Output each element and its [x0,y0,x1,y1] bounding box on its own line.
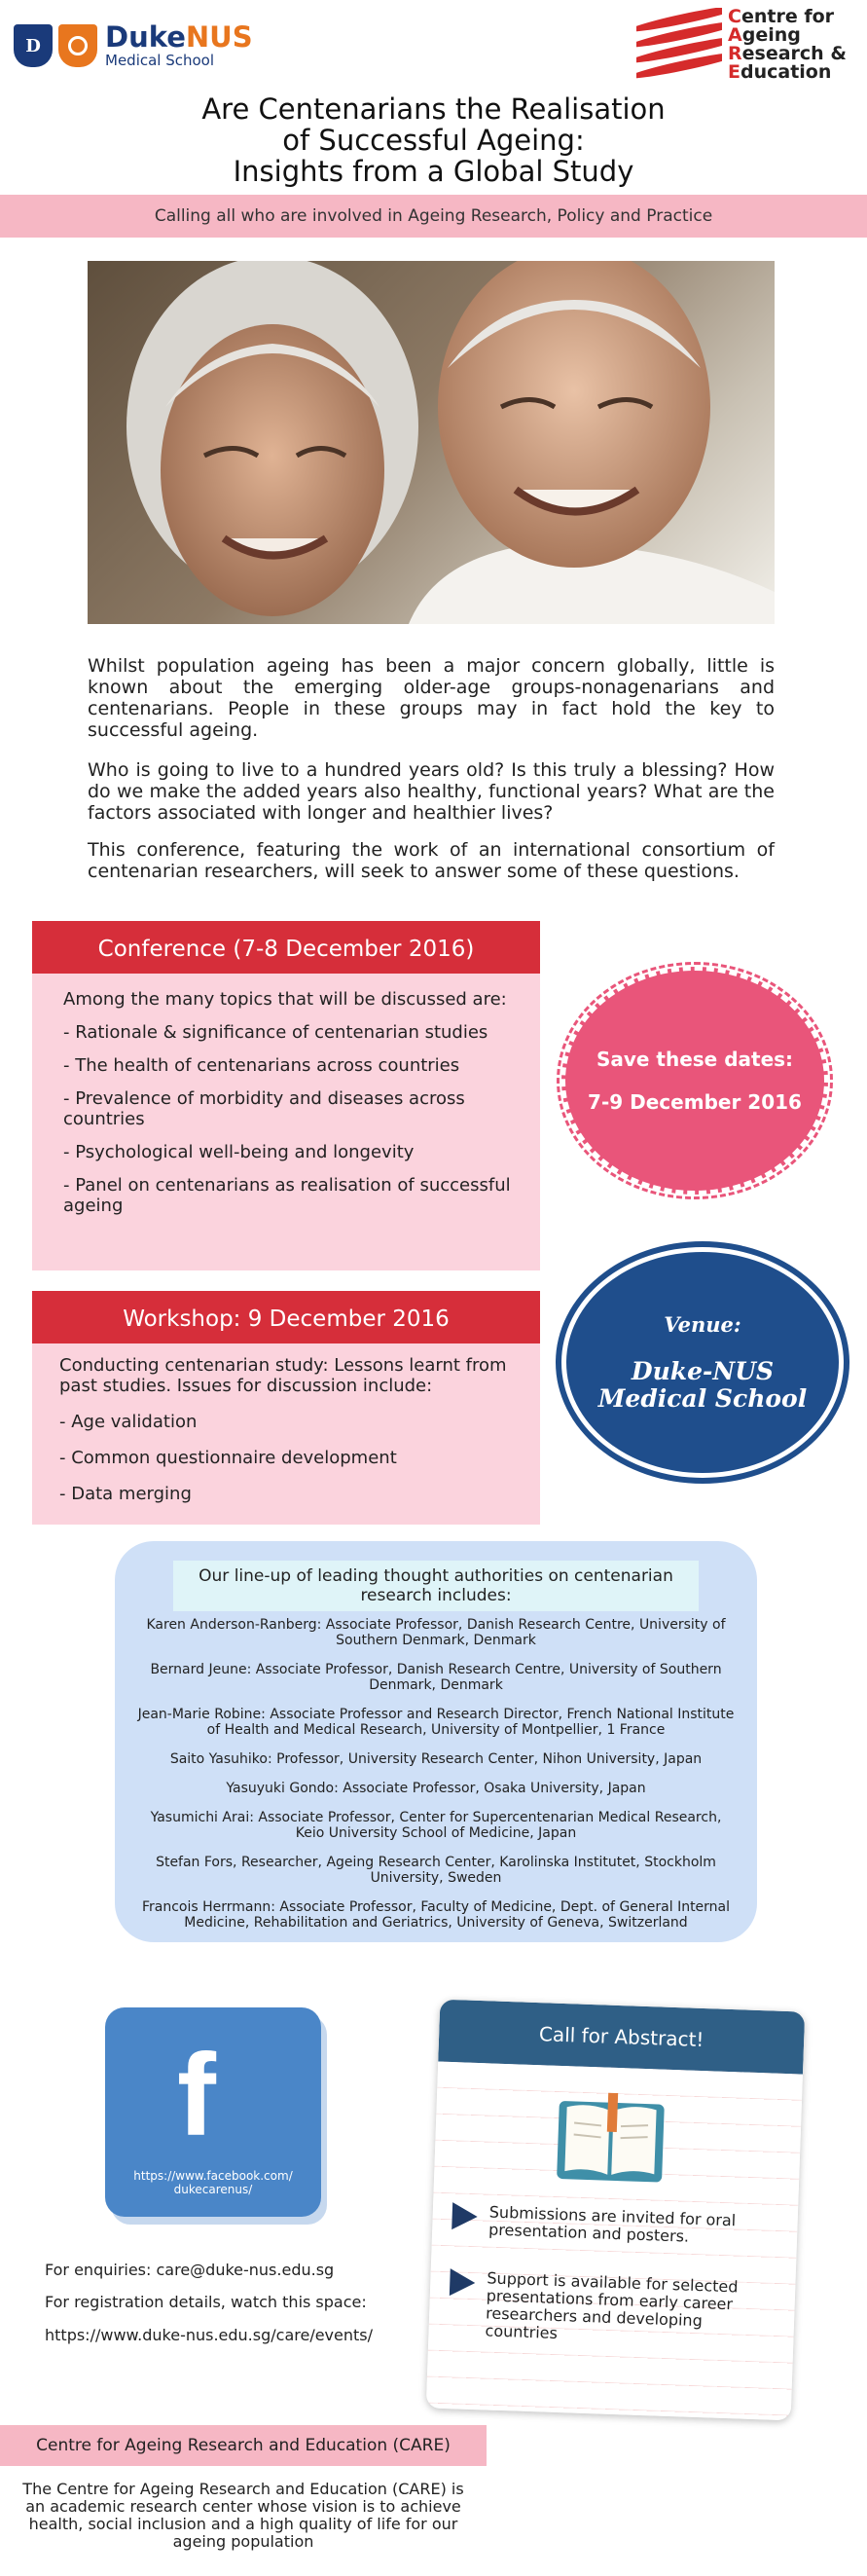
topic-item: - The health of centenarians across countries [63,1055,460,1076]
venue-name-line1: Duke-NUS [631,1357,775,1385]
topic-item: - Panel on centenarians as realisation of successful ageing [63,1175,511,1216]
speaker-item: Bernard Jeune: Associate Professor, Danish Research Centre, University of Southern Denmark, Denmark [150,1662,722,1693]
intro-paragraph-1: Whilst population ageing has been a major concern globally, little is known about the emerging older-age groups-nonagenarians and centenarians. People in these groups may in fact hold the key to successful ageing. [88,655,775,741]
speaker-lineup-panel [115,1541,757,1942]
topic-item: - Prevalence of morbidity and diseases across countries [63,1088,465,1129]
arrow-right-icon [452,2202,478,2230]
workshop-item: - Data merging [59,1484,192,1504]
workshop-issues-box [32,1343,540,1525]
elderly-couple-photo [88,261,775,624]
save-dates-badge [561,967,828,1195]
duke-nus-wordmark: DukeNUS Medical School [105,20,253,69]
calling-banner: Calling all who are involved in Ageing Research, Policy and Practice [0,195,867,238]
topic-item: - Rationale & significance of centenarian studies [63,1022,488,1043]
workshop-item: - Age validation [59,1412,198,1432]
speaker-item: Yasuyuki Gondo: Associate Professor, Osaka University, Japan [226,1781,646,1796]
duke-shield-icon: D [14,24,53,67]
enquiries-email[interactable]: For enquiries: care@duke-nus.edu.sg [45,2261,335,2279]
events-link[interactable]: https://www.duke-nus.edu.sg/care/events/ [45,2326,374,2344]
speaker-item: Francois Herrmann: Associate Professor, Faculty of Medicine, Dept. of General Internal Medicine, Rehabilitation and Geriatrics, University of Geneva, Switzerland [141,1899,731,1931]
speaker-item: Karen Anderson-Ranberg: Associate Professor, Danish Research Centre, University of Southern Denmark, Denmark [146,1617,726,1648]
registration-note: For registration details, watch this space: [45,2293,367,2311]
care-swoosh-icon [636,8,722,82]
conference-heading: Conference (7-8 December 2016) [32,921,540,977]
facebook-link-tile[interactable] [105,2007,321,2217]
conference-intro: Among the many topics that will be discussed are: [63,989,507,1010]
abstract-item: Submissions are invited for oral presentation and posters. [452,2202,774,2248]
page-title: Are Centenarians the Realisation of Successful Ageing: Insights from a Global Study [201,92,666,188]
venue-name-line2: Medical School [597,1384,808,1413]
venue-badge [561,1247,844,1478]
speaker-list [115,1617,757,1931]
facebook-icon: f [177,2030,216,2160]
arrow-right-icon [450,2268,476,2297]
duke-nus-logo [14,18,257,74]
speaker-item: Jean-Marie Robine: Associate Professor and Research Director, French National Institute of Health and Medical Research, University of Montpellier, 1 France [137,1707,735,1738]
care-wordmark: Centre for Ageing Research & Education [728,6,847,83]
speaker-item: Stefan Fors, Researcher, Ageing Research Center, Karolinska Institutet, Stockholm University, Sweden [156,1855,716,1886]
intro-paragraph-3: This conference, featuring the work of an international consortium of centenarian researchers, will seek to answer some of these questions. [88,839,775,882]
abstract-heading: Call for Abstract! [438,2000,805,2075]
workshop-intro: Conducting centenarian study: Lessons learnt from past studies. Issues for discussion include: [59,1355,507,1396]
care-logo [636,8,860,86]
venue-label: Venue: [664,1312,741,1337]
call-for-abstract-card [426,2000,805,2421]
speaker-item: Yasumichi Arai: Associate Professor, Center for Supercentenarian Medical Research, Keio University School of Medicine, Japan [150,1810,722,1841]
lineup-heading: Our line-up of leading thought authorities on centenarian research includes: [173,1561,699,1611]
conference-topics-box [32,974,540,1270]
speaker-item: Saito Yasuhiko: Professor, University Research Center, Nihon University, Japan [169,1751,703,1767]
workshop-heading: Workshop: 9 December 2016 [32,1291,540,1347]
nus-shield-icon [58,24,97,67]
workshop-item: - Common questionnaire development [59,1448,397,1468]
save-dates-range: 7-9 December 2016 [588,1090,802,1114]
intro-paragraph-2: Who is going to live to a hundred years old? Is this truly a blessing? How do we make the added years also healthy, functional years? What are the factors associated with longer and healthier lives? [88,759,775,824]
elderly-couple-illustration [88,261,775,624]
open-book-icon [551,2091,670,2189]
abstract-item: Support is available for selected presentations from early career researchers and developing countries [448,2268,771,2349]
care-description: The Centre for Ageing Research and Education (CARE) is an academic research center whose vision is to achieve health, social inclusion and a high quality of life for our ageing population [22,2480,464,2551]
duke-nus-subtitle: Medical School [105,52,215,69]
topic-item: - Psychological well-being and longevity [63,1142,415,1162]
save-dates-label: Save these dates: [596,1048,794,1071]
facebook-url[interactable]: https://www.facebook.com/ dukecarenus/ [133,2169,293,2196]
care-banner: Centre for Ageing Research and Education (CARE) [0,2425,487,2466]
